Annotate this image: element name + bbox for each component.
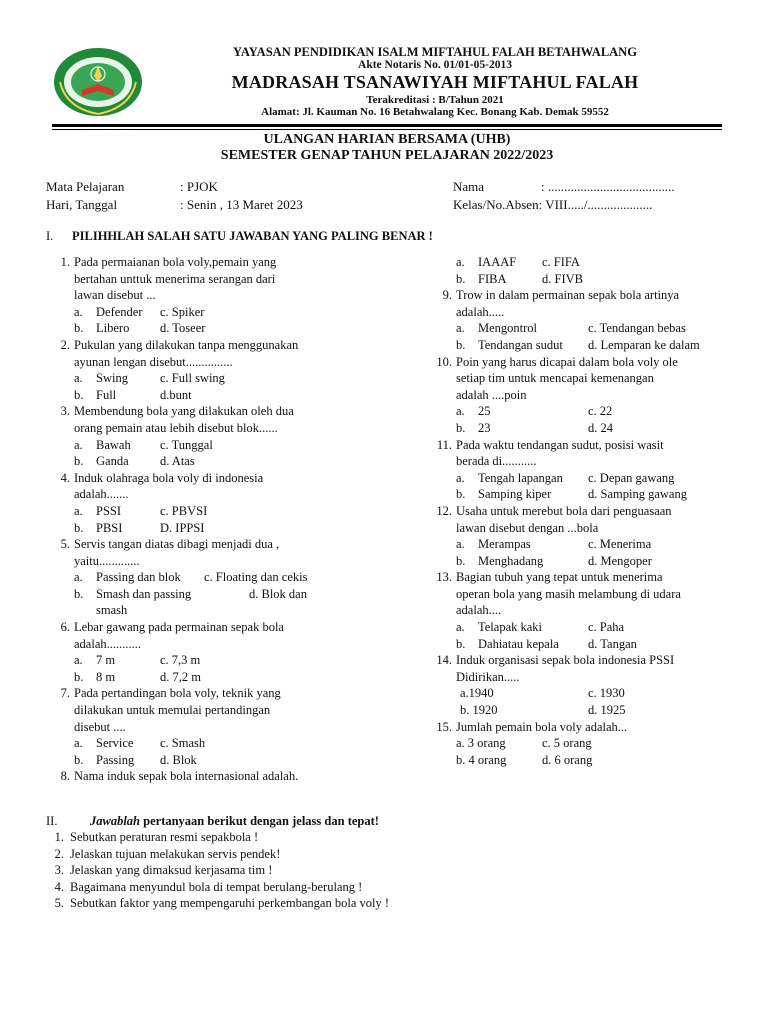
essay-question (48, 895, 389, 912)
essay-number: 1. (54, 830, 64, 844)
option-row (74, 437, 410, 454)
option-choice: c. FIFA (542, 255, 580, 269)
question-number: 7. (60, 686, 70, 701)
questions-left-column (50, 254, 410, 785)
option-choice: d. FIVB (542, 271, 583, 286)
question-text: Membendung bola yang dilakukan oleh dua (74, 404, 294, 419)
option-choice (74, 520, 122, 537)
option-text: Bawah (96, 437, 131, 452)
question-item (50, 337, 410, 403)
option-choice (74, 320, 129, 337)
foundation-name: YAYASAN PENDIDIKAN ISALM MIFTAHUL FALAH BETAHWALANG (233, 45, 637, 59)
option-letter: b. (456, 337, 466, 352)
exam-title: ULANGAN HARIAN BERSAMA (UHB) (263, 132, 511, 147)
school-logo-icon (52, 46, 144, 118)
option-letter: b. (74, 520, 84, 535)
option-choice (456, 254, 516, 271)
option-row (74, 735, 410, 752)
name-field[interactable]: : ....................................... (541, 179, 675, 194)
option-text: Service (96, 736, 134, 751)
question-text: yaitu............. (74, 553, 140, 568)
option-choice: d. 24 (588, 420, 613, 435)
option-text: IAAAF (478, 255, 517, 269)
question-item (432, 503, 732, 569)
section-title: pertanyaan berikut dengan jelass dan tepat! (140, 814, 379, 828)
option-text: Mengontrol (478, 321, 538, 336)
option-row (74, 752, 410, 769)
question-number: 15. (436, 719, 452, 734)
option-row (456, 636, 732, 653)
question-item-continued (432, 254, 732, 287)
option-choice (74, 586, 191, 603)
question-text: Servis tangan diatas dibagi menjadi dua , (74, 537, 280, 552)
option-letter: a. (74, 437, 83, 452)
section-2-header (46, 814, 379, 829)
question-number: 6. (60, 620, 70, 635)
option-row (456, 403, 732, 420)
option-text: Swing (96, 371, 128, 386)
question-text: adalah........... (74, 636, 141, 651)
option-choice (74, 735, 133, 752)
option-choice (74, 669, 115, 686)
option-row (74, 304, 410, 321)
option-continuation: smash (96, 603, 128, 618)
option-row (456, 486, 732, 503)
question-text: adalah.... (456, 603, 502, 618)
question-item (50, 619, 410, 685)
option-letter: a. (74, 371, 83, 386)
essay-question (48, 862, 389, 879)
option-text: Defender (96, 304, 143, 319)
option-choice (456, 420, 491, 437)
option-row (456, 702, 732, 719)
question-text: Bagian tubuh yang tepat untuk menerima (456, 570, 663, 585)
option-text: 23 (478, 420, 491, 435)
option-letter: a. (456, 470, 465, 485)
question-item (432, 437, 732, 503)
option-choice: d. 6 orang (542, 752, 593, 767)
option-letter: a. (74, 653, 83, 668)
question-number: 13. (436, 570, 452, 585)
question-text: Nama induk sepak bola internasional adalah. (74, 769, 299, 784)
question-text: berada di........... (456, 454, 537, 469)
option-row (74, 586, 410, 603)
question-text: Pada pertandingan bola voly, teknik yang (74, 686, 281, 701)
option-letter: b. (456, 271, 466, 286)
option-letter: a. (456, 321, 465, 336)
option-choice: d. 7,2 m (160, 669, 201, 684)
question-text: Pada waktu tendangan sudut, posisi wasit (456, 437, 664, 452)
option-row (74, 669, 410, 686)
question-number: 2. (60, 337, 70, 352)
option-letter: b. (74, 387, 84, 402)
option-letter: b. (74, 321, 84, 336)
question-item (432, 569, 732, 652)
option-choice (74, 503, 121, 520)
essay-text: Sebutkan peraturan resmi sepakbola ! (70, 830, 259, 844)
question-item (50, 470, 410, 536)
option-choice: D. IPPSI (160, 520, 205, 535)
question-number: 11. (436, 437, 452, 452)
essay-question (48, 829, 389, 846)
option-row (456, 536, 732, 553)
option-choice: c. Tendangan bebas (588, 321, 686, 336)
option-row (456, 685, 732, 702)
option-text: Passing dan blok (96, 570, 181, 585)
exam-semester: SEMESTER GENAP TAHUN PELAJARAN 2022/2023 (220, 148, 554, 163)
option-text: Full (96, 387, 117, 402)
option-text: Tendangan sudut (478, 337, 563, 352)
header-divider-thin (52, 129, 722, 130)
option-row (456, 470, 732, 487)
option-letter: b. (74, 454, 84, 469)
question-item (50, 685, 410, 768)
essay-number: 5. (54, 896, 64, 911)
question-text: bertahan unttuk menerima serangan dari (74, 271, 276, 286)
option-letter: b. (456, 636, 466, 651)
option-choice (74, 370, 128, 387)
option-text: 8 m (96, 669, 116, 684)
question-text: disebut .... (74, 719, 126, 734)
option-choice: d.bunt (160, 387, 192, 402)
question-text: Lebar gawang pada permainan sepak bola (74, 620, 284, 635)
option-letter: a. (74, 570, 83, 585)
option-choice (456, 337, 563, 354)
date-label: Hari, Tanggal (46, 197, 118, 212)
option-choice (74, 437, 131, 454)
question-text: lawan disebut ... (74, 288, 156, 303)
question-item (432, 354, 732, 437)
option-choice: c. Depan gawang (588, 470, 675, 485)
question-number: 14. (436, 653, 452, 668)
essay-number: 3. (54, 863, 64, 878)
question-number: 12. (436, 503, 452, 518)
option-choice: a. 3 orang (456, 736, 506, 751)
option-choice (74, 304, 143, 321)
question-number: 9. (442, 288, 452, 303)
option-letter: a. (74, 304, 83, 319)
option-letter: a. (456, 537, 465, 552)
option-choice (456, 553, 543, 570)
question-text: setiap tim untuk mencapai kemenangan (456, 371, 654, 386)
question-text: Trow in dalam permainan sepak bola artinya (456, 288, 680, 303)
option-row (456, 553, 732, 570)
option-row (456, 735, 732, 752)
option-letter: b. (74, 752, 84, 767)
question-item (50, 768, 410, 785)
section-number: II. (46, 814, 58, 828)
option-choice: c. 1930 (588, 686, 625, 701)
option-text: 25 (478, 404, 491, 419)
option-choice: c. Smash (160, 736, 206, 751)
option-text: PBSI (96, 520, 123, 535)
option-row (74, 453, 410, 470)
option-row (456, 337, 732, 354)
option-choice: c. 22 (588, 404, 613, 419)
option-letter: a. (74, 736, 83, 751)
notary-deed: Akte Notaris No. 01/01-05-2013 (358, 59, 512, 71)
option-letter: b. (456, 553, 466, 568)
option-choice (74, 387, 116, 404)
option-choice: c. Menerima (588, 537, 652, 552)
option-letter: a. (456, 620, 465, 635)
option-choice (74, 652, 115, 669)
option-choice (456, 636, 559, 653)
option-choice: d. Samping gawang (588, 487, 687, 502)
question-text: adalah ....poin (456, 387, 527, 402)
option-choice (456, 470, 563, 487)
option-letter: b. (74, 669, 84, 684)
section-title: PILIHHLAH SALAH SATU JAWABAN YANG PALING BENAR ! (72, 229, 433, 243)
accreditation: Terakreditasi : B/Tahun 2021 (366, 94, 504, 106)
option-choice: c. Spiker (160, 304, 205, 319)
option-choice (74, 752, 134, 769)
option-choice: d. Toseer (160, 321, 206, 336)
question-text: operan bola yang masih melambung di udara (456, 586, 681, 601)
option-row (74, 503, 410, 520)
name-label: Nama (453, 179, 485, 194)
option-choice (456, 486, 551, 503)
question-number: 3. (60, 404, 70, 419)
option-choice: b. 1920 (460, 703, 498, 718)
option-choice: c. Paha (588, 620, 625, 635)
option-row (74, 370, 410, 387)
essay-number: 2. (54, 846, 64, 861)
question-text: Induk organisasi sepak bola indonesia PSSI (456, 653, 675, 668)
question-item (50, 536, 410, 619)
question-number: 4. (60, 470, 70, 485)
option-choice: c. PBVSI (160, 503, 208, 518)
question-number: 8. (60, 769, 70, 784)
subject-value: : PJOK (180, 179, 218, 194)
question-text: Didirikan..... (456, 669, 520, 684)
option-text: Ganda (96, 454, 129, 469)
option-choice: a.1940 (460, 686, 494, 701)
question-text: adalah..... (456, 304, 505, 319)
option-choice: c. 5 orang (542, 736, 592, 751)
option-text: PSSI (96, 503, 122, 518)
question-item (432, 287, 732, 353)
option-choice: d. Blok dan (249, 586, 307, 601)
option-choice (456, 403, 491, 420)
option-choice: c. Full swing (160, 371, 225, 386)
option-letter: b. (456, 420, 466, 435)
essay-number: 4. (54, 879, 64, 894)
header-divider (52, 124, 722, 127)
option-text: Samping kiper (478, 487, 552, 502)
option-choice (74, 569, 181, 586)
option-row (456, 254, 732, 271)
question-number: 1. (60, 255, 70, 269)
question-item (50, 403, 410, 469)
question-text: Poin yang harus dicapai dalam bola voly ole (456, 354, 678, 369)
question-text: Jumlah pemain bola voly adalah... (456, 719, 628, 734)
option-text: Tengah lapangan (478, 470, 563, 485)
section-1-header (46, 229, 433, 244)
question-item (432, 719, 732, 769)
option-text: 7 m (96, 653, 116, 668)
option-choice (456, 271, 506, 288)
option-choice: c. 7,3 m (160, 653, 201, 668)
option-text: Telapak kaki (478, 620, 543, 635)
school-address: Alamat: Jl. Kauman No. 16 Betahwalang Kec. Bonang Kab. Demak 59552 (261, 106, 609, 118)
option-row (74, 520, 410, 537)
subject-label: Mata Pelajaran (46, 179, 125, 194)
option-text: Merampas (478, 537, 531, 552)
essay-list (48, 829, 389, 912)
questions-right-column (432, 254, 732, 768)
question-number: 5. (60, 537, 70, 552)
option-text: Smash dan passing (96, 586, 192, 601)
option-choice: d. Tangan (588, 636, 637, 651)
option-text: Dahiatau kepala (478, 636, 559, 651)
option-letter: a. (74, 503, 83, 518)
option-choice: d. 1925 (588, 703, 626, 718)
question-text: Usaha untuk merebut bola dari penguasaan (456, 503, 672, 518)
option-choice: c. Floating dan cekis (204, 570, 308, 585)
option-letter: a. (456, 255, 465, 269)
option-row (456, 271, 732, 288)
school-name: MADRASAH TSANAWIYAH MIFTAHUL FALAH (231, 72, 639, 92)
question-text: ayunan lengan disebut............... (74, 354, 233, 369)
question-text: orang pemain atau lebih disebut blok...... (74, 420, 278, 435)
option-text: Passing (96, 752, 135, 767)
option-choice: d. Lemparan ke dalam (588, 337, 700, 352)
option-choice (456, 320, 537, 337)
section-number: I. (46, 229, 54, 243)
option-row (74, 320, 410, 337)
date-value: : Senin , 13 Maret 2023 (180, 197, 303, 212)
option-choice (456, 619, 542, 636)
essay-text: Bagaimana menyundul bola di tempat berulang-berulang ! (70, 879, 363, 894)
question-item (432, 652, 732, 718)
class-field[interactable]: Kelas/No.Absen: VIII...../.................... (453, 197, 653, 212)
option-letter: b. (74, 586, 84, 601)
question-text: Pukulan yang dilakukan tanpa menggunakan (74, 337, 299, 352)
essay-question (48, 846, 389, 863)
option-row (74, 387, 410, 404)
section-title-italic: Jawablah (90, 814, 141, 828)
question-text: Pada permaianan bola voly,pemain yang (74, 255, 277, 269)
essay-text: Jelaskan tujuan melakukan servis pendek! (70, 846, 281, 861)
question-text: adalah....... (74, 487, 129, 502)
question-text: dilakukan untuk memulai pertandingan (74, 703, 271, 718)
option-choice: b. 4 orang (456, 752, 507, 767)
option-choice: d. Mengoper (588, 553, 652, 568)
question-text: lawan disebut dengan ...bola (456, 520, 599, 535)
essay-question (48, 879, 389, 896)
option-text: Libero (96, 321, 130, 336)
question-text: Induk olahraga bola voly di indonesia (74, 470, 264, 485)
option-row (456, 320, 732, 337)
option-choice: c. Tunggal (160, 437, 213, 452)
option-text: Menghadang (478, 553, 544, 568)
option-row (74, 652, 410, 669)
option-row (456, 619, 732, 636)
option-choice: d. Blok (160, 752, 197, 767)
question-number: 10. (436, 354, 452, 369)
essay-text: Jelaskan yang dimaksud kerjasama tim ! (70, 863, 273, 878)
option-choice: d. Atas (160, 454, 195, 469)
option-letter: b. (456, 487, 466, 502)
option-row (456, 752, 732, 769)
option-row (74, 569, 410, 586)
essay-text: Sebutkan faktor yang mempengaruhi perkembangan bola voly ! (70, 896, 390, 911)
option-choice (456, 536, 531, 553)
question-item (50, 254, 410, 337)
option-text: FIBA (478, 271, 507, 286)
option-letter: a. (456, 404, 465, 419)
option-row (456, 420, 732, 437)
option-choice (74, 453, 129, 470)
